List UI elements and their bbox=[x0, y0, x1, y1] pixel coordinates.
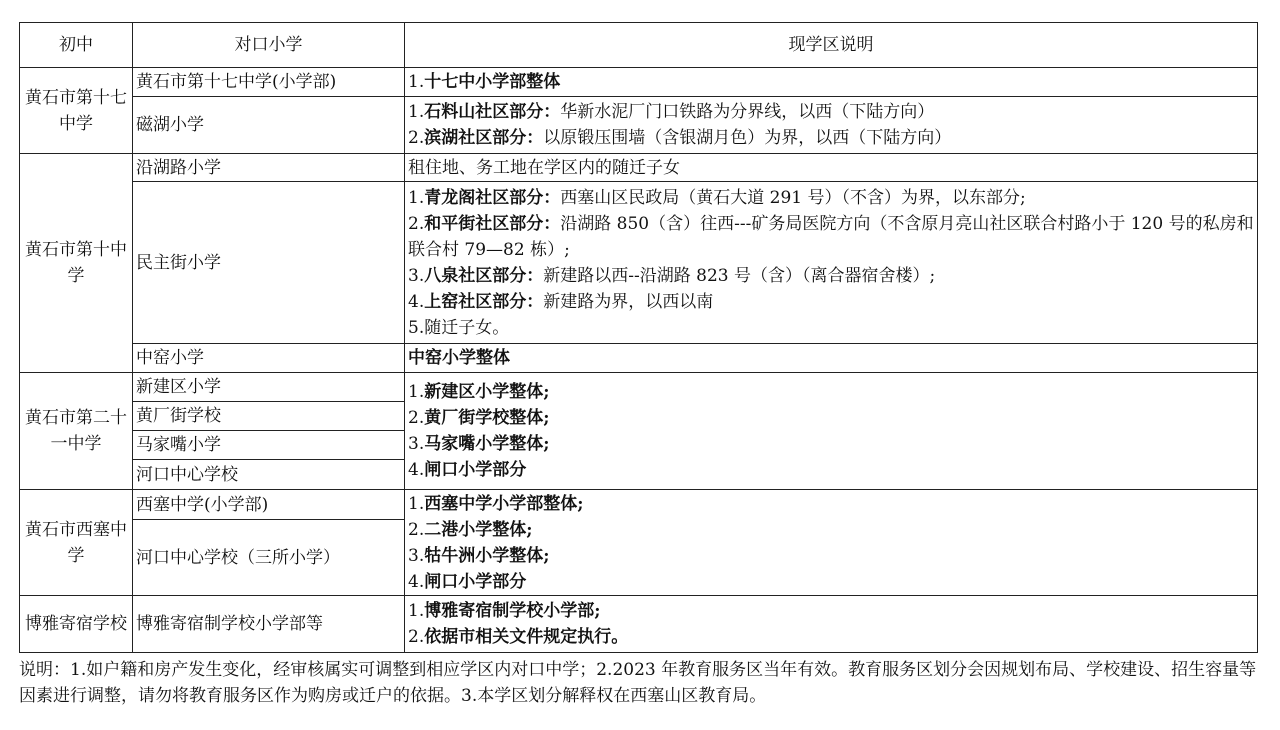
description-line: 1.西塞中学小学部整体; bbox=[408, 493, 584, 514]
table-row bbox=[20, 373, 1258, 402]
primary-school-cell: 西塞中学(小学部) bbox=[133, 490, 405, 520]
description-line: 2.滨湖社区部分：以原锻压围墙（含银湖月色）为界，以西（下陆方向） bbox=[408, 128, 952, 148]
middle-school-cell: 黄石市第十中学 bbox=[20, 154, 133, 373]
primary-school-cell: 马家嘴小学 bbox=[133, 431, 405, 460]
description-line: 2.和平街社区部分：沿湖路 850（含）往西---矿务局医院方向（不含原月亮山社区联合村路小于 120 号的私房和联合村 79—82 栋）; bbox=[408, 213, 1254, 260]
middle-school-cell: 黄石市第二十一中学 bbox=[20, 373, 133, 490]
description-line: 中窑小学整体 bbox=[408, 348, 510, 368]
primary-school-cell: 磁湖小学 bbox=[133, 97, 405, 154]
description-cell bbox=[405, 490, 1258, 596]
footnote: 说明：1.如户籍和房产发生变化，经审核属实可调整到相应学区内对口中学；2.2023 年教育服务区当年有效。教育服务区划分会因规划布局、学校建设、招生容量等因素进行调整，请勿将教育服务区作为购房或迁户的依据。3.本学区划分解释权在西塞山区教育局。 bbox=[19, 660, 1257, 706]
table-row bbox=[20, 97, 1258, 154]
middle-school-cell: 黄石市西塞中学 bbox=[20, 490, 133, 596]
document bbox=[19, 22, 1257, 653]
description-cell bbox=[405, 68, 1258, 97]
description-cell bbox=[405, 344, 1258, 373]
description-line: 4.闸口小学部分 bbox=[408, 571, 527, 592]
primary-school-cell: 中窑小学 bbox=[133, 344, 405, 373]
description-line: 4.上窑社区部分：新建路为界，以西以南 bbox=[408, 291, 714, 312]
description-cell bbox=[405, 596, 1258, 653]
description-line: 1.青龙阁社区部分：西塞山区民政局（黄石大道 291 号）（不含）为界，以东部分; bbox=[408, 187, 1026, 208]
description-line: 3.八泉社区部分：新建路以西--沿湖路 823 号（含）（离合器宿舍楼）; bbox=[408, 265, 936, 286]
description-line: 2.黄厂街学校整体; bbox=[408, 408, 550, 428]
primary-school-cell: 黄厂街学校 bbox=[133, 402, 405, 431]
header-primary-school: 对口小学 bbox=[133, 23, 405, 68]
description-line: 1.石料山社区部分：华新水泥厂门口铁路为分界线，以西（下陆方向） bbox=[408, 102, 935, 122]
table-row bbox=[20, 182, 1258, 344]
header-middle-school: 初中 bbox=[20, 23, 133, 68]
primary-school-cell: 河口中心学校（三所小学） bbox=[133, 520, 405, 596]
description-cell bbox=[405, 97, 1258, 154]
description-line: 4.闸口小学部分 bbox=[408, 460, 527, 480]
description-line: 3.马家嘴小学整体; bbox=[408, 434, 550, 454]
primary-school-cell: 黄石市第十七中学(小学部) bbox=[133, 68, 405, 97]
table-row bbox=[20, 154, 1258, 182]
description-line: 1.博雅寄宿制学校小学部; bbox=[408, 601, 601, 621]
primary-school-cell: 民主街小学 bbox=[133, 182, 405, 344]
description-line: 1.新建区小学整体; bbox=[408, 382, 550, 402]
table-row bbox=[20, 490, 1258, 520]
middle-school-cell: 博雅寄宿学校 bbox=[20, 596, 133, 653]
school-district-table bbox=[19, 22, 1258, 653]
description-cell bbox=[405, 182, 1258, 344]
table-row bbox=[20, 68, 1258, 97]
description-line: 2.二港小学整体; bbox=[408, 519, 533, 540]
table-header-row bbox=[20, 23, 1258, 68]
primary-school-cell: 河口中心学校 bbox=[133, 460, 405, 490]
description-cell bbox=[405, 154, 1258, 182]
description-cell bbox=[405, 373, 1258, 490]
table-row bbox=[20, 596, 1258, 653]
middle-school-cell: 黄石市第十七中学 bbox=[20, 68, 133, 154]
primary-school-cell: 沿湖路小学 bbox=[133, 154, 405, 182]
description-line: 租住地、务工地在学区内的随迁子女 bbox=[408, 157, 680, 178]
description-line: 1.十七中小学部整体 bbox=[408, 72, 561, 92]
description-line: 5.随迁子女。 bbox=[408, 317, 510, 338]
table-row bbox=[20, 344, 1258, 373]
description-line: 3.牯牛洲小学整体; bbox=[408, 545, 550, 566]
primary-school-cell: 博雅寄宿制学校小学部等 bbox=[133, 596, 405, 653]
description-line: 2.依据市相关文件规定执行。 bbox=[408, 627, 629, 647]
header-district-description: 现学区说明 bbox=[405, 23, 1258, 68]
primary-school-cell: 新建区小学 bbox=[133, 373, 405, 402]
